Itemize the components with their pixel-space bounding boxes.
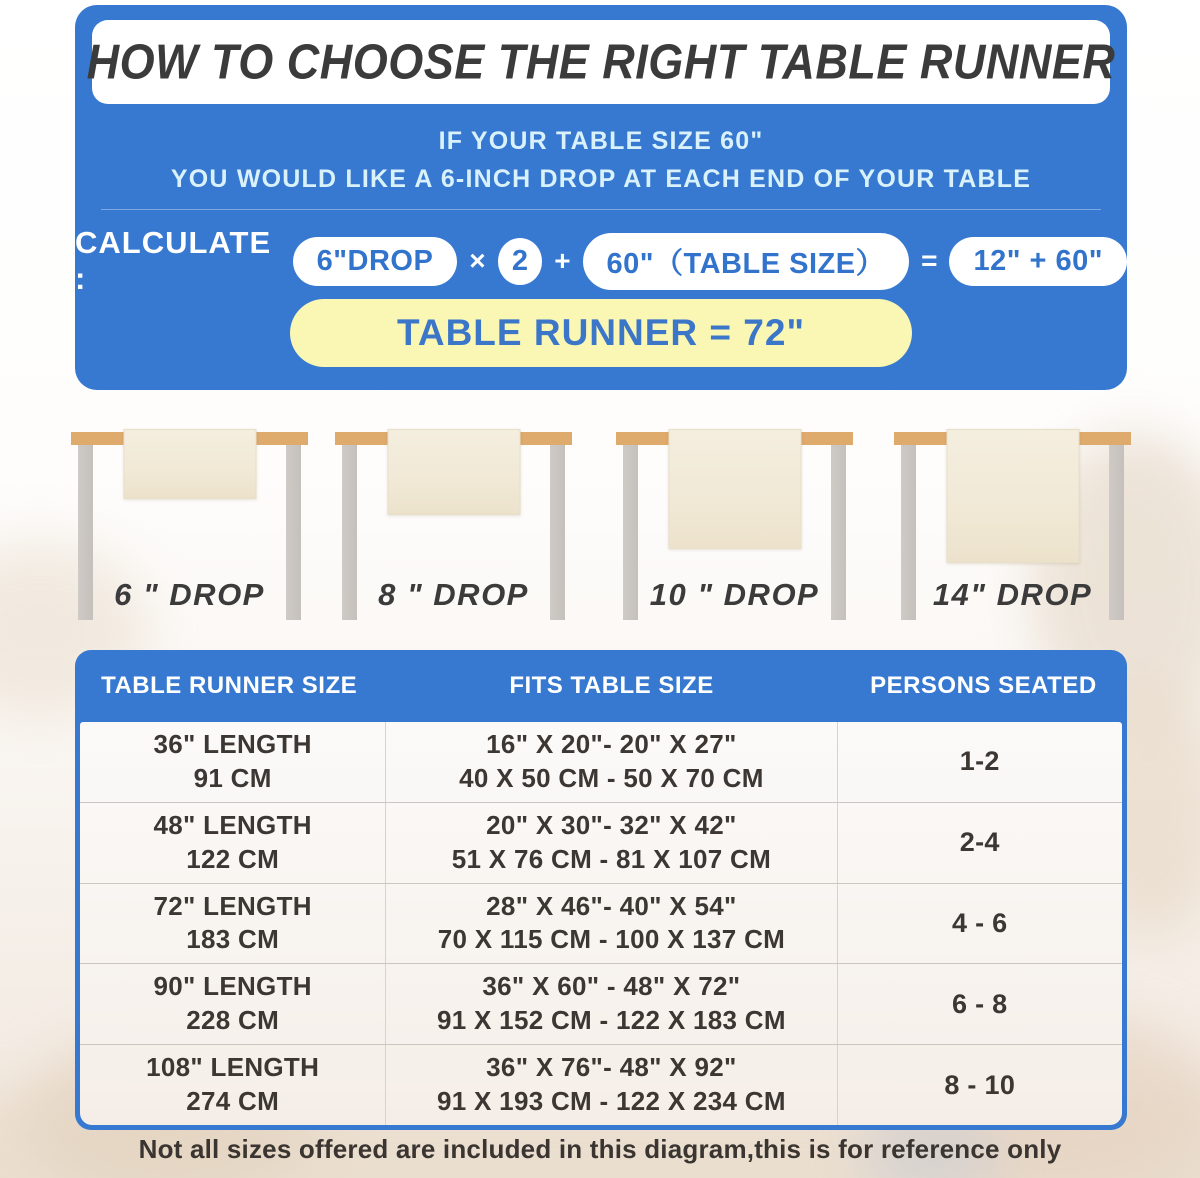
subtitle <box>75 123 1127 198</box>
column-header-fits-table-size: FITS TABLE SIZE <box>509 672 714 699</box>
table-runner-illustration <box>668 429 801 549</box>
fits-size-cell: 36" X 60" - 48" X 72" 91 X 152 CM - 122 X 183 CM <box>385 964 837 1044</box>
persons-seated-cell: 4 - 6 <box>951 907 1008 938</box>
fits-size-cell: 20" X 30"- 32" X 42" 51 X 76 CM - 81 X 107 CM <box>385 803 837 883</box>
calculation-row <box>75 225 1127 296</box>
calculate-label: CALCULATE : <box>75 225 272 296</box>
size-chart-panel <box>75 650 1127 1130</box>
table-row <box>80 802 1122 883</box>
fits-size-cell: 28" X 46"- 40" X 54" 70 X 115 CM - 100 X 137 CM <box>385 884 837 964</box>
fits-size-cell: 16" X 20"- 20" X 27" 40 X 50 CM - 50 X 70 CM <box>385 722 837 802</box>
table-figure-14-drop <box>894 432 1131 667</box>
hero-card <box>75 5 1127 390</box>
runner-size-cell: 108" LENGTH 274 CM <box>146 1052 320 1117</box>
drop-value-pill: 6"DROP <box>293 237 458 286</box>
table-row <box>80 963 1122 1044</box>
multiplier-badge: 2 <box>498 238 543 285</box>
drop-label-6: 6 " DROP <box>114 577 265 612</box>
table-size-pill: 60"（TABLE SIZE） <box>583 233 910 290</box>
runner-size-cell: 72" LENGTH 183 CM <box>153 890 312 955</box>
title-banner <box>86 20 1116 104</box>
column-header-runner-size: TABLE RUNNER SIZE <box>101 672 358 699</box>
equals-operator: = <box>921 245 938 276</box>
fits-size-cell: 36" X 76"- 48" X 92" 91 X 193 CM - 122 X 234 CM <box>385 1045 837 1125</box>
reference-note: Not all sizes offered are included in this diagram,this is for reference only <box>138 1134 1062 1164</box>
table-row <box>80 1044 1122 1125</box>
table-row <box>80 722 1122 802</box>
hero-divider <box>101 209 1101 210</box>
runner-size-cell: 48" LENGTH 122 CM <box>153 809 312 874</box>
subtitle-line-1: IF YOUR TABLE SIZE 60" <box>438 127 764 155</box>
table-runner-illustration <box>946 429 1079 563</box>
result-banner: TABLE RUNNER = 72" <box>290 299 912 367</box>
table-row <box>80 883 1122 964</box>
multiply-operator: × <box>469 245 486 276</box>
persons-seated-cell: 6 - 8 <box>951 988 1008 1019</box>
table-figure-6-drop <box>71 432 308 667</box>
subtitle-line-2: YOU WOULD LIKE A 6-INCH DROP AT EACH END OF YOUR TABLE <box>170 164 1032 193</box>
sum-pill: 12" + 60" <box>949 237 1127 286</box>
persons-seated-cell: 8 - 10 <box>944 1069 1016 1100</box>
table-figure-8-drop <box>335 432 572 667</box>
drop-label-14: 14" DROP <box>932 577 1093 612</box>
table-runner-illustration <box>123 429 256 499</box>
runner-size-cell: 90" LENGTH 228 CM <box>153 971 312 1036</box>
plus-operator: + <box>554 245 571 276</box>
table-runner-illustration <box>387 429 520 515</box>
drop-label-10: 10 " DROP <box>649 577 820 612</box>
column-header-persons-seated: PERSONS SEATED <box>870 672 1097 699</box>
size-chart-body <box>80 722 1122 1125</box>
drop-illustrations <box>0 390 1200 648</box>
persons-seated-cell: 2-4 <box>959 827 1000 858</box>
table-figure-10-drop <box>616 432 853 667</box>
page-title: HOW TO CHOOSE THE RIGHT TABLE RUNNER <box>86 33 1116 90</box>
size-chart-header <box>75 650 1127 722</box>
persons-seated-cell: 1-2 <box>959 746 1000 777</box>
drop-label-8: 8 " DROP <box>378 577 529 612</box>
runner-size-cell: 36" LENGTH 91 CM <box>153 729 312 793</box>
